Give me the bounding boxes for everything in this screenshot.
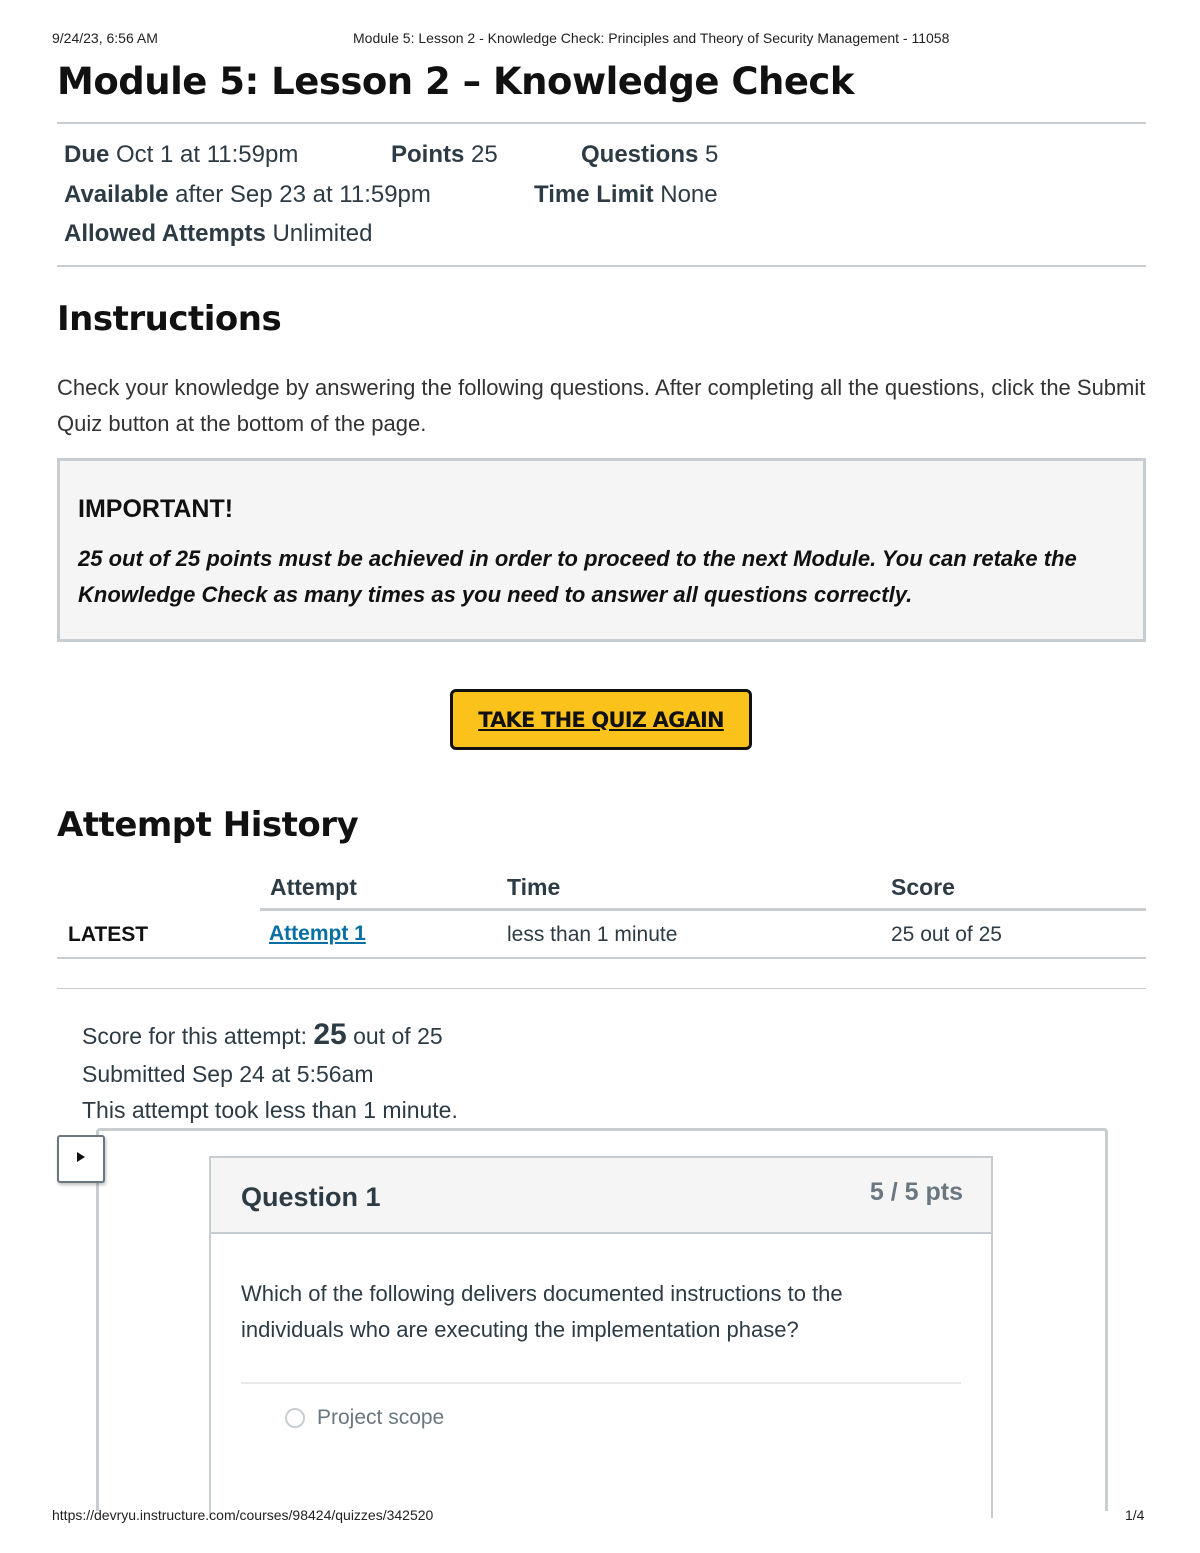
time-limit-label: Time Limit — [534, 181, 654, 208]
allowed-attempts-label: Allowed Attempts — [64, 220, 266, 247]
time-limit-value: None — [660, 181, 718, 208]
points-value: 25 — [471, 141, 498, 168]
questions-label: Questions — [581, 141, 699, 168]
attempt-history-heading: Attempt History — [57, 805, 359, 845]
questions-value: 5 — [705, 141, 719, 168]
column-header-time: Time — [507, 874, 561, 900]
score-value: 25 — [313, 1018, 347, 1051]
column-header-attempt: Attempt — [270, 874, 357, 900]
play-triangle-icon — [76, 1150, 86, 1168]
section-divider — [57, 988, 1146, 989]
important-text: 25 out of 25 points must be achieved in order to proceed to the next Module. You can retake the Knowledge Check as many times as you need to answer all questions correctly. — [78, 546, 1077, 607]
print-datetime: 9/24/23, 6:56 AM — [52, 30, 158, 46]
attempt-1-link[interactable]: Attempt 1 — [269, 922, 366, 945]
question-title: Question 1 — [241, 1182, 381, 1212]
answer-radio[interactable] — [285, 1408, 305, 1428]
duration-text: This attempt took less than 1 minute. — [82, 1097, 458, 1123]
column-header-score: Score — [891, 874, 955, 900]
allowed-attempts-value: Unlimited — [272, 220, 373, 247]
take-quiz-again-button[interactable]: TAKE THE QUIZ AGAIN — [450, 689, 752, 750]
important-notice — [57, 458, 1146, 642]
due-label: Due — [64, 141, 110, 168]
table-bottom-divider — [57, 957, 1146, 959]
important-heading: IMPORTANT! — [78, 495, 234, 523]
print-doc-title: Module 5: Lesson 2 - Knowledge Check: Principles and Theory of Security Management - 11058 — [353, 30, 950, 46]
allowed-attempts-meta — [64, 220, 373, 248]
toggle-button[interactable] — [57, 1135, 105, 1183]
meta-divider — [57, 265, 1146, 267]
submitted-text: Submitted Sep 24 at 5:56am — [82, 1061, 374, 1087]
due-value: Oct 1 at 11:59pm — [116, 141, 299, 168]
instructions-text: Check your knowledge by answering the following questions. After completing all the questions, click the Submit Quiz button at the bottom of the page. — [57, 375, 1146, 436]
points-label: Points — [391, 141, 465, 168]
points-meta — [391, 141, 498, 169]
latest-tag: LATEST — [68, 923, 149, 946]
due-meta — [64, 141, 298, 169]
question-text: Which of the following delivers documented instructions to the individuals who are executing the implementation phase? — [241, 1281, 843, 1342]
attempt-time: less than 1 minute — [507, 923, 678, 946]
score-prefix: Score for this attempt: — [82, 1023, 307, 1049]
print-url: https://devryu.instructure.com/courses/98424/quizzes/342520 — [52, 1507, 434, 1523]
question-card — [209, 1156, 993, 1518]
answer-label: Project scope — [317, 1406, 445, 1429]
answer-divider — [241, 1382, 961, 1384]
question-header — [211, 1158, 991, 1234]
instructions-heading: Instructions — [57, 299, 282, 339]
available-label: Available — [64, 181, 169, 208]
question-points: 5 / 5 pts — [869, 1178, 963, 1206]
score-suffix: out of 25 — [353, 1023, 443, 1049]
title-divider — [57, 122, 1146, 124]
time-limit-meta — [534, 181, 718, 209]
score-summary — [82, 1018, 443, 1052]
page-title: Module 5: Lesson 2 – Knowledge Check — [57, 60, 854, 103]
available-meta — [64, 181, 431, 209]
questions-meta — [581, 141, 718, 169]
available-value: after Sep 23 at 11:59pm — [175, 181, 431, 208]
attempt-score: 25 out of 25 — [891, 923, 1002, 946]
print-page-number: 1/4 — [1125, 1507, 1145, 1523]
table-row — [57, 911, 1146, 957]
